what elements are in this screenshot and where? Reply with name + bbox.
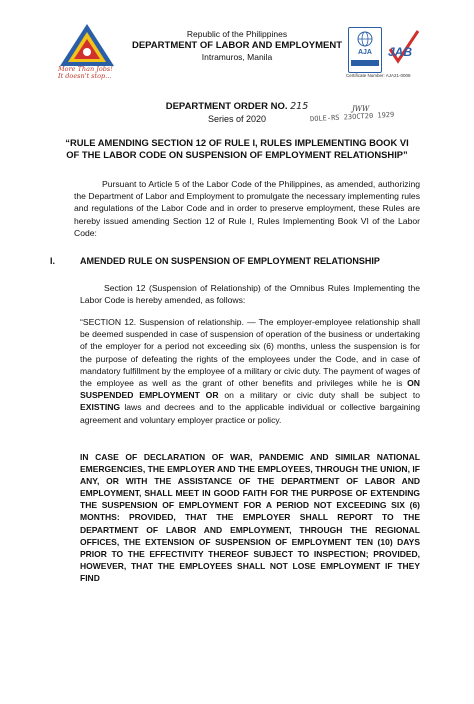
received-stamp: DOLE-RS 23OCT20 1929 xyxy=(309,110,395,124)
department-order-label: DEPARTMENT ORDER NO. xyxy=(165,101,288,112)
certificate-number: Certificate Number: AJA21-0008 xyxy=(346,73,411,78)
tagline-line-2: It doesn't stop... xyxy=(58,72,112,80)
section-number: I. xyxy=(50,256,56,266)
department-order-line xyxy=(0,101,474,112)
logo-tagline xyxy=(58,66,113,80)
title-line-1: “RULE AMENDING SECTION 12 OF RULE I, RULES IMPLEMENTING BOOK VI xyxy=(65,137,409,148)
letterhead xyxy=(110,29,364,62)
quote-text-3: laws and decrees and to the applicable individual or collective bargaining agreement and voluntary employer practice or policy. xyxy=(80,402,420,425)
series-year: Series of 2020 xyxy=(207,114,267,124)
department-name: DEPARTMENT OF LABOR AND EMPLOYMENT xyxy=(131,40,343,51)
section-heading: AMENDED RULE ON SUSPENSION OF EMPLOYMENT RELATIONSHIP xyxy=(80,256,380,266)
jab-label: JAB xyxy=(388,45,413,59)
quote-text-2: on a military or civic duty shall be subject to xyxy=(218,390,420,401)
section-12-quote xyxy=(80,316,420,426)
title-line-2: OF THE LABOR CODE ON SUSPENSION OF EMPLOYMENT RELATIONSHIP” xyxy=(66,149,408,160)
stamp-initials: JWW xyxy=(352,105,370,113)
tagline-line-1: More Than Jobs! xyxy=(58,65,113,73)
preamble-paragraph: Pursuant to Article 5 of the Labor Code of the Philippines, as amended, authorizing the Department of Labor and Employment to promulgate the necessary implementing rules and regulations of the Labor Code and in order to preserve employment, these Rules are hereby issued amending Section 12 of Rule I, Rules Implementing Book VI of the Labor Code: xyxy=(74,179,420,238)
order-title xyxy=(50,137,424,161)
aja-certification-badge xyxy=(348,27,382,73)
aja-label: AJA xyxy=(357,49,372,56)
quote-bold-suspended: ON SUSPENDED EMPLOYMENT OR xyxy=(80,378,420,401)
republic-line: Republic of the Philippines xyxy=(186,29,288,39)
quote-text-1: “SECTION 12. Suspension of relationship. — The employer-employee relationship shall be deemed suspended in case of suspension of operation of the business or undertaking of the employer for a period not exceeding six (6) months, unless the suspension is for the purpose of defeating the rights of the employees under the Code, and in case of mandatory fulfillment by the employee of a military or civic duty. The payment of wages of the employee as well as the grant of other benefits and privileges while he is xyxy=(80,317,420,389)
amendment-paragraph: IN CASE OF DECLARATION OF WAR, PANDEMIC AND SIMILAR NATIONAL EMERGENCIES, THE EMPLOYER AND THE EMPLOYEES, THROUGH THE UNION, IF ANY, OR WITH THE ASSISTANCE OF THE DEPARTMENT OF LABOR AND EMPLOYMENT, SHALL MEET IN GOOD FAITH FOR THE PURPOSE OF EXTENDING THE SUSPENSION OF EMPLOYMENT FOR A PERIOD NOT EXCEEDING SIX (6) MONTHS: PROVIDED, THAT THE EMPLOYER SHALL REPORT TO THE DEPARTMENT OF LABOR AND EMPLOYMENT, THROUGH THE REGIONAL OFFICES, THE EXTENSION OF SUSPENSION OF EMPLOYMENT TEN (10) DAYS PRIOR TO THE EFFECTIVITY THEREOF SUBJECT TO INSPECTION; PROVIDED, HOWEVER, THAT THE EMPLOYEES SHALL NOT LOSE EMPLOYMENT IF THEY FIND xyxy=(80,452,420,583)
section-intro-paragraph: Section 12 (Suspension of Relationship) of the Omnibus Rules Implementing the Labor Code is hereby amended, as follows: xyxy=(80,283,420,306)
aja-bar xyxy=(351,60,379,66)
quote-bold-existing: EXISTING xyxy=(80,402,121,413)
jab-accreditation-badge xyxy=(384,27,424,71)
department-order-number: 215 xyxy=(290,101,309,112)
department-location: Intramuros, Manila xyxy=(201,52,273,62)
globe-icon xyxy=(349,29,381,49)
